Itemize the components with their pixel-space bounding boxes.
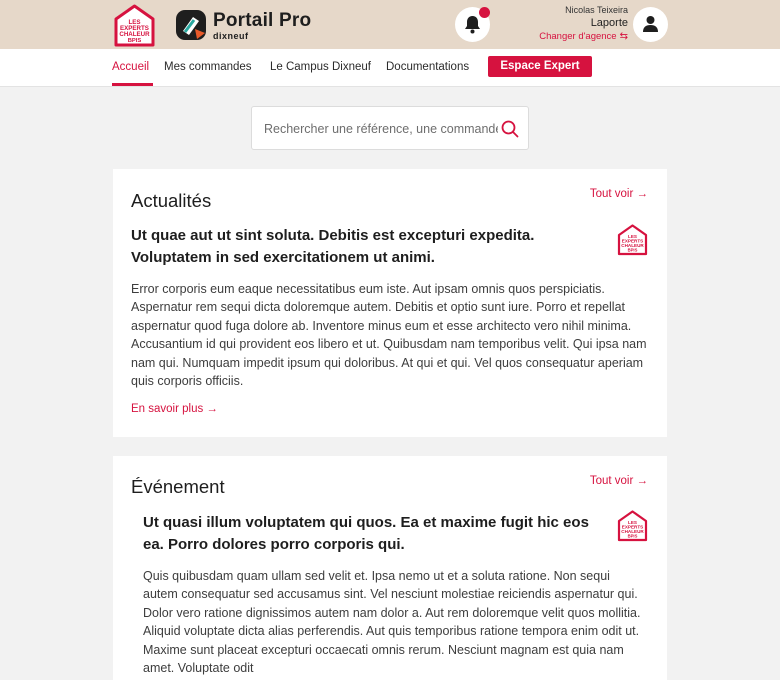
nav-documentations[interactable]: Documentations [386, 61, 470, 73]
user-info [488, 4, 628, 43]
active-tab-indicator [112, 83, 153, 86]
svg-text:LES: LES [128, 19, 141, 26]
portal-subtitle: dixneuf [213, 31, 249, 41]
search-input[interactable] [264, 119, 498, 139]
nav-campus-dixneuf[interactable]: Le Campus Dixneuf [270, 61, 371, 73]
user-avatar-button[interactable] [633, 7, 668, 42]
change-agency-link[interactable] [488, 30, 628, 43]
svg-text:LES: LES [628, 234, 637, 239]
event-see-all-link[interactable]: Tout voir → [589, 475, 648, 487]
agency-name: Laporte [590, 17, 628, 29]
svg-text:BPIS: BPIS [127, 38, 142, 44]
event-section-title: Événement [131, 476, 225, 497]
news-body: Error corporis eum eaque necessitatibus eum iste. Aut ipsam omnis quos perspiciatis. Aspernatur rem sequi dicta doloremque autem. Debitis et optio sunt iure. Porro et repellat aspernatur quod fuga dolore ab. Inventore minus eum et esse architecto vero nihil minima. Accusantium id qui provident eos libero et ut. Quibusdam nam temporibus velit. Qui ipsa nam nam qui. Numquam impedit ipsum qui doloribus. At qui et qui. Vel quos consequatur aperiam quis corporis officiis. [131, 282, 647, 389]
change-agency-label: Changer d'agence [539, 31, 617, 42]
svg-text:BPIS: BPIS [627, 247, 638, 253]
experts-chaleur-badge-icon [616, 509, 649, 542]
bell-icon [464, 15, 481, 34]
experts-chaleur-logo[interactable] [112, 3, 157, 47]
news-card [113, 169, 667, 437]
svg-text:EXPERTS: EXPERTS [120, 25, 149, 32]
news-see-all-link[interactable]: Tout voir → [589, 188, 648, 200]
nav-mes-commandes[interactable]: Mes commandes [164, 61, 252, 73]
news-read-more-link[interactable]: En savoir plus → [131, 403, 218, 415]
news-section-title: Actualités [131, 190, 212, 211]
svg-text:CHALEUR: CHALEUR [119, 31, 150, 38]
swap-arrows-icon: ⇆ [619, 31, 628, 42]
event-headline[interactable]: Ut quasi illum voluptatem qui quos. Ea et maxime fugit hic eos ea. Porro dolores porro corporis qui. [143, 514, 589, 553]
nav-accueil[interactable]: Accueil [112, 61, 150, 73]
svg-text:LES: LES [628, 520, 637, 525]
portal-title: Portail Pro [213, 10, 312, 31]
main-nav [0, 49, 780, 87]
espace-expert-button[interactable]: Espace Expert [488, 56, 592, 77]
portail-mark-icon [175, 9, 207, 41]
svg-text:CHALEUR: CHALEUR [621, 529, 644, 534]
event-card [113, 456, 667, 680]
experts-chaleur-badge-icon [616, 223, 649, 256]
search-icon[interactable] [501, 120, 519, 138]
search-box [251, 106, 529, 150]
user-name: Nicolas Teixeira [565, 5, 628, 15]
svg-text:CHALEUR: CHALEUR [621, 243, 644, 248]
svg-text:EXPERTS: EXPERTS [621, 238, 644, 244]
user-icon [642, 15, 659, 33]
event-body: Quis quibusdam quam ullam sed velit et. Ipsa nemo ut et a soluta ratione. Non sequi autem consequatur sed accusamus sint. Vel nesciunt molestiae reiciendis aspernatur qui. Dolor vero ratione dignissimos autem nam dolor a. Aut rem doloremque velit quos mollitia. Aliquid voluptate dicta alias perferendis. Aut quis temporibus ratione tempora enim odit ut. Maxime sunt placeat excepturi occaecati omnis rerum. Nesciunt magnam est quia nam amet. Voluptate odit [143, 569, 641, 676]
portail-pro-logo[interactable] [175, 7, 335, 43]
svg-text:BPIS: BPIS [627, 533, 638, 539]
top-header [0, 0, 780, 49]
news-headline[interactable]: Ut quae aut ut sint soluta. Debitis est excepturi expedita. Voluptatem in sed exercitationem ut animi. [131, 227, 535, 266]
svg-text:EXPERTS: EXPERTS [621, 524, 644, 530]
